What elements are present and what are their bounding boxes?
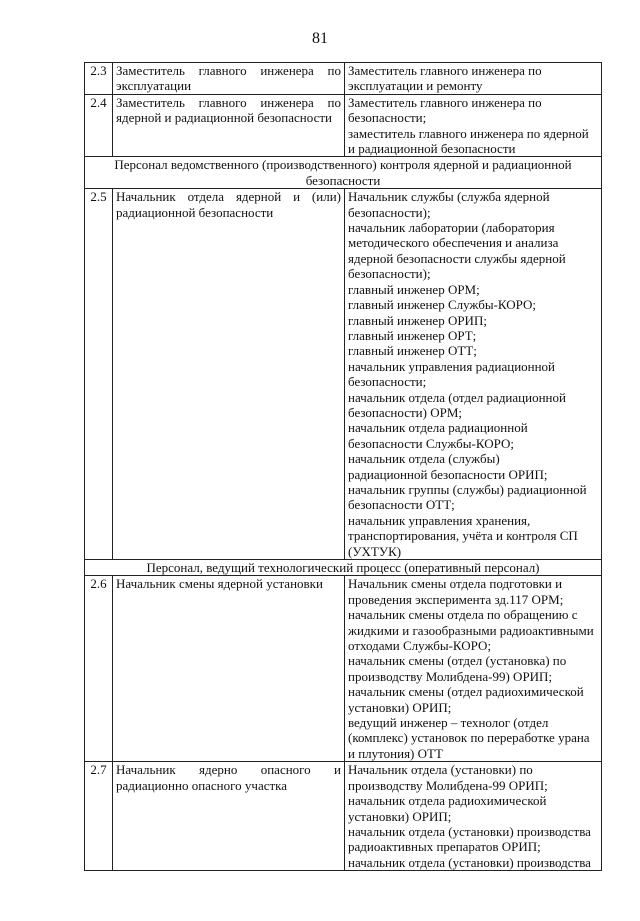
section-title: Персонал ведомственного (производственного) контроля ядерной и радиационной безопасности	[85, 157, 602, 189]
holder-line: главный инженер Службы-КОРО;	[348, 297, 537, 313]
holder-line: безопасности Службы-КОРО;	[348, 435, 514, 451]
holder-line: начальник отдела радиационной	[348, 420, 528, 436]
row-number: 2.6	[85, 576, 113, 762]
holder-line: Начальник смены отдела подготовки и	[348, 576, 563, 592]
holder-line: безопасности ОТТ;	[348, 497, 455, 513]
holder-line: безопасности);	[348, 204, 431, 220]
page-number: 81	[312, 30, 328, 47]
section-header-row	[85, 560, 602, 576]
holder-line: и плутония) ОТТ	[348, 745, 443, 761]
holder-line: производству Молибдена-99 ОРИП;	[348, 777, 548, 793]
holder-line: транспортирования, учёта и контроля СП	[348, 528, 578, 544]
holder-line: (УХТУК)	[348, 543, 402, 559]
holder-line: начальник отдела (службы)	[348, 451, 500, 467]
holder-line: эксплуатации и ремонту	[348, 78, 483, 94]
positions-table	[84, 62, 602, 871]
row-number: 2.3	[85, 63, 113, 95]
holder-line: начальник смены (отдел (установка) по	[348, 653, 567, 669]
holder-line: начальник группы (службы) радиационной	[348, 481, 587, 497]
position-title: Начальник смены ядерной установки	[113, 576, 345, 762]
holder-line: (комплекс) установок по переработке урана	[348, 730, 590, 746]
holder-line: отходами Службы-КОРО;	[348, 638, 492, 654]
holder-line: начальник смены отдела по обращению с	[348, 607, 578, 623]
holder-line: начальник отдела радиохимической	[348, 793, 547, 809]
row-number: 2.7	[85, 762, 113, 871]
holder-line: начальник управления радиационной	[348, 358, 556, 374]
holder-line: начальник отдела (установки) производства	[348, 854, 591, 870]
holder-line: проведения эксперимента зд.117 ОРМ;	[348, 591, 564, 607]
row-number: 2.4	[85, 94, 113, 157]
holder-line: установки) ОРИП;	[348, 699, 452, 715]
position-title: Начальник ядерно опасного и радиационно опасного участка	[113, 762, 345, 871]
holder-line: главный инженер ОРИП;	[348, 312, 487, 328]
holder-line: ядерной безопасности службы ядерной	[348, 250, 566, 266]
holder-line: Заместитель главного инженера по	[348, 94, 542, 110]
holder-line: Заместитель главного инженера по	[348, 63, 542, 78]
position-holders	[345, 762, 602, 871]
holder-line: безопасности);	[348, 266, 431, 282]
holder-line: главный инженер ОТТ;	[348, 343, 477, 359]
holder-line: безопасности;	[348, 374, 427, 390]
holder-line: безопасности) ОРМ;	[348, 404, 462, 420]
holder-line: Начальник службы (служба ядерной	[348, 189, 550, 205]
table-row	[85, 576, 602, 762]
holder-line: радиационной безопасности ОРИП;	[348, 466, 548, 482]
holder-line: радиоактивных препаратов ОРИП;	[348, 839, 541, 855]
position-title: Заместитель главного инженера по эксплуатации	[113, 63, 345, 95]
position-holders	[345, 576, 602, 762]
holder-line: безопасности;	[348, 110, 427, 126]
holder-line: начальник смены (отдел радиохимической	[348, 684, 584, 700]
position-holders	[345, 94, 602, 157]
holder-line: главный инженер ОРМ;	[348, 281, 480, 297]
holder-line: начальник управления хранения,	[348, 512, 531, 528]
holder-line: начальник отдела (установки) производства	[348, 823, 591, 839]
holder-line: заместитель главного инженера по ядерной	[348, 125, 589, 141]
section-header-row	[85, 157, 602, 189]
holder-line: установки) ОРИП;	[348, 808, 452, 824]
holder-line: начальник отдела (отдел радиационной	[348, 389, 566, 405]
section-title: Персонал, ведущий технологический процесс (оперативный персонал)	[85, 560, 602, 576]
table-row	[85, 94, 602, 157]
holder-line: главный инженер ОРТ;	[348, 327, 477, 343]
holder-line: Начальник отдела (установки) по	[348, 762, 533, 778]
table-row	[85, 189, 602, 560]
position-holders	[345, 63, 602, 95]
holder-line: жидкими и газообразными радиоактивными	[348, 622, 594, 638]
holder-line: ведущий инженер – технолог (отдел	[348, 715, 549, 731]
holder-line: производству Молибдена-99) ОРИП;	[348, 668, 553, 684]
position-title: Заместитель главного инженера по ядерной и радиационной безопасности	[113, 94, 345, 157]
holder-line: и радиационной безопасности	[348, 141, 516, 157]
position-title: Начальник отдела ядерной и (или) радиационной безопасности	[113, 189, 345, 560]
position-holders	[345, 189, 602, 560]
table-row	[85, 762, 602, 871]
table-row	[85, 63, 602, 95]
holder-line: методического обеспечения и анализа	[348, 235, 559, 251]
holder-line: начальник лаборатории (лаборатория	[348, 220, 555, 236]
row-number: 2.5	[85, 189, 113, 560]
